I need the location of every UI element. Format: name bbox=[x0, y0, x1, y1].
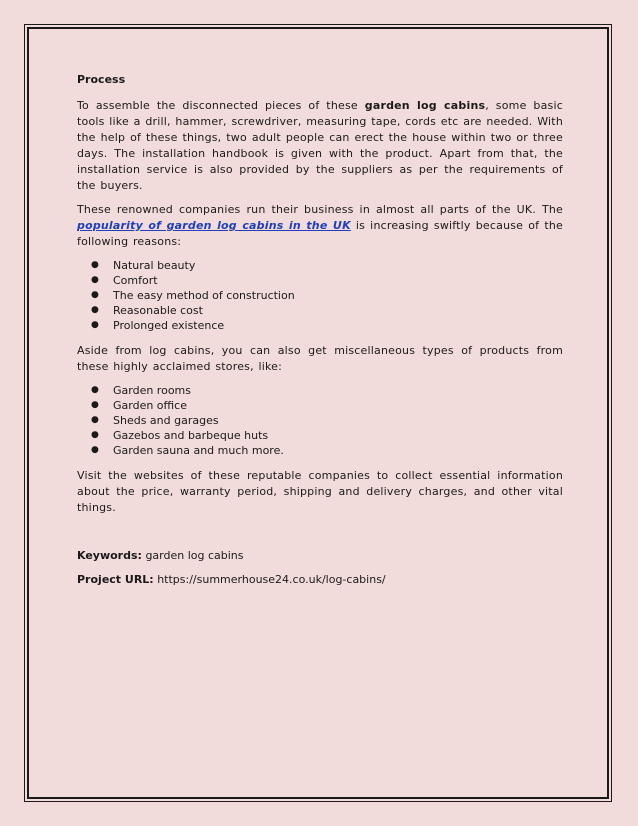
list-item-text: Garden office bbox=[113, 399, 187, 412]
list-item-text: Comfort bbox=[113, 274, 158, 287]
bullet-icon: ● bbox=[91, 385, 99, 395]
list-item bbox=[77, 273, 563, 288]
list-item-text: Natural beauty bbox=[113, 259, 196, 272]
list-item-text: Prolonged existence bbox=[113, 319, 225, 332]
bullet-icon: ● bbox=[91, 260, 99, 270]
project-url-value[interactable]: https://summerhouse24.co.uk/log-cabins/ bbox=[157, 573, 386, 586]
list-item-text: Sheds and garages bbox=[113, 414, 219, 427]
section-heading: Process bbox=[77, 73, 126, 86]
bold-keyword: garden log cabins bbox=[364, 99, 486, 112]
list-item-text: Gazebos and barbeque huts bbox=[113, 429, 269, 442]
list-item-text: Reasonable cost bbox=[113, 304, 203, 317]
spacer bbox=[77, 524, 563, 548]
bullet-icon: ● bbox=[91, 305, 99, 315]
keywords-value: garden log cabins bbox=[145, 549, 244, 562]
list-item bbox=[77, 288, 563, 303]
bullet-icon: ● bbox=[91, 445, 99, 455]
popularity-link[interactable]: popularity of garden log cabins in the UK bbox=[77, 219, 351, 232]
paragraph-companies bbox=[77, 202, 563, 250]
project-url-line bbox=[77, 572, 563, 588]
keywords-label: Keywords: bbox=[77, 549, 142, 562]
paragraph-text: , some basic tools like a drill, hammer, screwdriver, measuring tape, cords etc are needed. With the help of these things, two adult people can erect the house within two or three days. The installation handbook is given with the product. Apart from that, the installation service is also provided by the suppliers as per the requirements of the buyers. bbox=[77, 99, 563, 192]
list-item bbox=[77, 413, 563, 428]
list-item bbox=[77, 428, 563, 443]
list-item bbox=[77, 303, 563, 318]
list-item bbox=[77, 318, 563, 333]
paragraph-text: is increasing swiftly because of the following reasons: bbox=[77, 219, 563, 248]
paragraph-products: Aside from log cabins, you can also get miscellaneous types of products from these highly acclaimed stores, like: bbox=[77, 344, 563, 373]
bullet-icon: ● bbox=[91, 415, 99, 425]
bullet-icon: ● bbox=[91, 400, 99, 410]
list-item bbox=[77, 383, 563, 398]
document-body bbox=[77, 72, 563, 596]
paragraph-text: These renowned companies run their business in almost all parts of the UK. The bbox=[77, 203, 563, 216]
list-item bbox=[77, 258, 563, 273]
bullet-icon: ● bbox=[91, 320, 99, 330]
paragraph-visit: Visit the websites of these reputable companies to collect essential information about the price, warranty period, shipping and delivery charges, and other vital things. bbox=[77, 469, 563, 514]
paragraph-text: To assemble the disconnected pieces of these bbox=[77, 99, 365, 112]
keywords-line bbox=[77, 548, 563, 564]
list-item bbox=[77, 398, 563, 413]
list-item-text: Garden rooms bbox=[113, 384, 191, 397]
project-url-label: Project URL: bbox=[77, 573, 154, 586]
bullet-icon: ● bbox=[91, 290, 99, 300]
list-item bbox=[77, 443, 563, 458]
bullet-icon: ● bbox=[91, 275, 99, 285]
paragraph-assembly bbox=[77, 98, 563, 194]
list-item-text: The easy method of construction bbox=[113, 289, 295, 302]
products-list bbox=[77, 383, 563, 458]
list-item-text: Garden sauna and much more. bbox=[113, 444, 284, 457]
bullet-icon: ● bbox=[91, 430, 99, 440]
reasons-list bbox=[77, 258, 563, 333]
